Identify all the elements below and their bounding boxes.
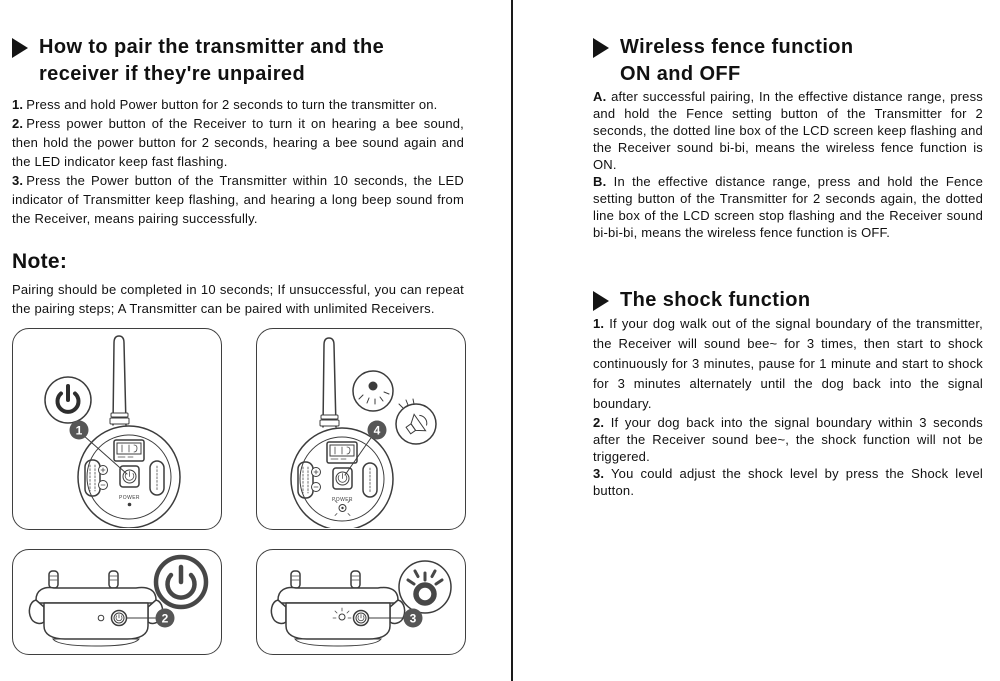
step-text: Press power button of the Receiver to turn it on hearing a bee sound, then hold the power button for 2 seconds, hearing a bee sound again and the LED indicator keep fast flashing. (12, 116, 464, 169)
pairing-step-3 (12, 171, 464, 228)
step-text: If your dog back into the signal boundary within 3 seconds after the Receiver sound bee~, the shock function will not be triggered. (593, 415, 983, 464)
power-glyph (125, 472, 134, 481)
pairing-heading-line1: How to pair the transmitter and the (39, 36, 385, 58)
power-led-dot (341, 507, 343, 509)
pairing-step-1 (12, 95, 464, 114)
antenna-base (110, 418, 129, 424)
step-number: 2. (593, 415, 605, 430)
fence-setting-label (303, 467, 308, 493)
figure-receiver-flashing (256, 549, 466, 655)
contact-prong (351, 571, 360, 588)
section-bullet-icon (593, 38, 609, 58)
pairing-section-heading (12, 34, 511, 88)
shock-step-1 (593, 314, 983, 414)
power-label: POWER (119, 495, 140, 501)
fence-paragraph-b (593, 173, 983, 241)
bulb-rays (408, 571, 442, 584)
paragraph-text: after successful pairing, In the effective distance range, press and hold the Fence setting button of the Transmitter for 2 seconds, the dotted line box of the LCD screen keep flashing and the Receiver sound bi-bi, means the wireless fence function is ON. (593, 89, 983, 172)
lcd-digits (122, 445, 137, 452)
transmitter-illustration (13, 329, 220, 528)
antenna (113, 336, 126, 425)
led-dot (369, 382, 378, 391)
figure-transmitter-paired (256, 328, 466, 530)
receiver-face (286, 603, 390, 639)
antenna-band (111, 413, 128, 417)
pairing-heading-line2: receiver if they're unpaired (39, 63, 306, 85)
fence-heading-text (620, 34, 854, 88)
paragraph-text: In the effective distance range, press and hold the Fence setting button of the Transmitter for 2 seconds again, the dotted line box of the LCD screen stop flashing and the Receiver sound bi-bi-bi, means the wireless fence function is OFF. (593, 174, 984, 240)
led-rays (359, 392, 389, 404)
receiver-flashing-illustration (257, 550, 464, 653)
note-text: Pairing should be completed in 10 seconds; If unsuccessful, you can repeat the pairing steps; A Transmitter can be paired with unlimited Receivers. (12, 282, 464, 316)
shock-heading-text: The shock function (620, 289, 811, 311)
receiver-base (53, 639, 139, 646)
fence-heading-line1: Wireless fence function (620, 36, 854, 58)
receiver-top (36, 588, 156, 604)
antenna (323, 338, 336, 427)
contact-prong (291, 571, 300, 588)
callout-number: 2 (161, 611, 169, 626)
figure-transmitter-power (12, 328, 222, 530)
section-bullet-icon (12, 38, 28, 58)
step-number: 3. (593, 466, 605, 481)
receiver-illustration (13, 550, 220, 653)
shock-step-3 (593, 465, 983, 499)
power-led (128, 503, 132, 507)
pairing-step-2 (12, 114, 464, 171)
antenna-band (321, 415, 338, 419)
callout-number: 1 (75, 423, 83, 438)
figure-receiver-power (12, 549, 222, 655)
power-label: POWER (332, 497, 353, 503)
paragraph-letter: B. (593, 174, 607, 189)
step-text: If your dog walk out of the signal boundary of the transmitter, the Receiver will sound bee~ for 3 times, then start to shock continuously for 3 minutes, pause for 1 minute and start to shock for 3 minutes alternately until the dog back into the signal boundary. (593, 316, 983, 411)
fence-heading-line2: ON and OFF (620, 63, 741, 85)
step-number: 2. (12, 116, 24, 131)
lcd-digits (335, 447, 350, 454)
fence-setting-label (90, 465, 95, 491)
pairing-heading-text (39, 34, 384, 88)
section-bullet-icon (593, 291, 609, 311)
callout-number: 4 (373, 423, 381, 438)
receiver-base (295, 639, 381, 646)
pairing-steps (12, 95, 464, 228)
shock-section-heading (593, 287, 983, 314)
antenna-base (320, 420, 339, 426)
shock-step-2 (593, 414, 983, 465)
beep-icon (396, 404, 436, 444)
paragraph-letter: A. (593, 89, 607, 104)
callout-number: 3 (409, 611, 417, 626)
receiver-top (278, 588, 398, 604)
step-text: You could adjust the shock level by press the Shock level button. (593, 466, 983, 498)
led-indicator-icon (353, 371, 393, 411)
step-text: Press and hold Power button for 2 seconds to turn the transmitter on. (26, 97, 438, 112)
step-number: 1. (593, 316, 605, 331)
transmitter-paired-illustration (257, 329, 464, 528)
step-number: 1. (12, 97, 24, 112)
led-bulb (416, 585, 434, 603)
fence-paragraph-a (593, 88, 983, 173)
receiver-face (44, 603, 148, 639)
step-number: 3. (12, 173, 24, 188)
speaker-glyph (403, 410, 431, 438)
contact-prong (109, 571, 118, 588)
contact-prong (49, 571, 58, 588)
right-column (513, 0, 998, 681)
illustration-grid (12, 328, 468, 655)
note-heading: Note: (12, 250, 68, 273)
step-text: Press the Power button of the Transmitter within 10 seconds, the LED indicator of Transmitter keep flashing, and hearing a long beep sound from the Receiver, means pairing successfully. (12, 173, 464, 226)
fence-section-heading (593, 34, 983, 88)
